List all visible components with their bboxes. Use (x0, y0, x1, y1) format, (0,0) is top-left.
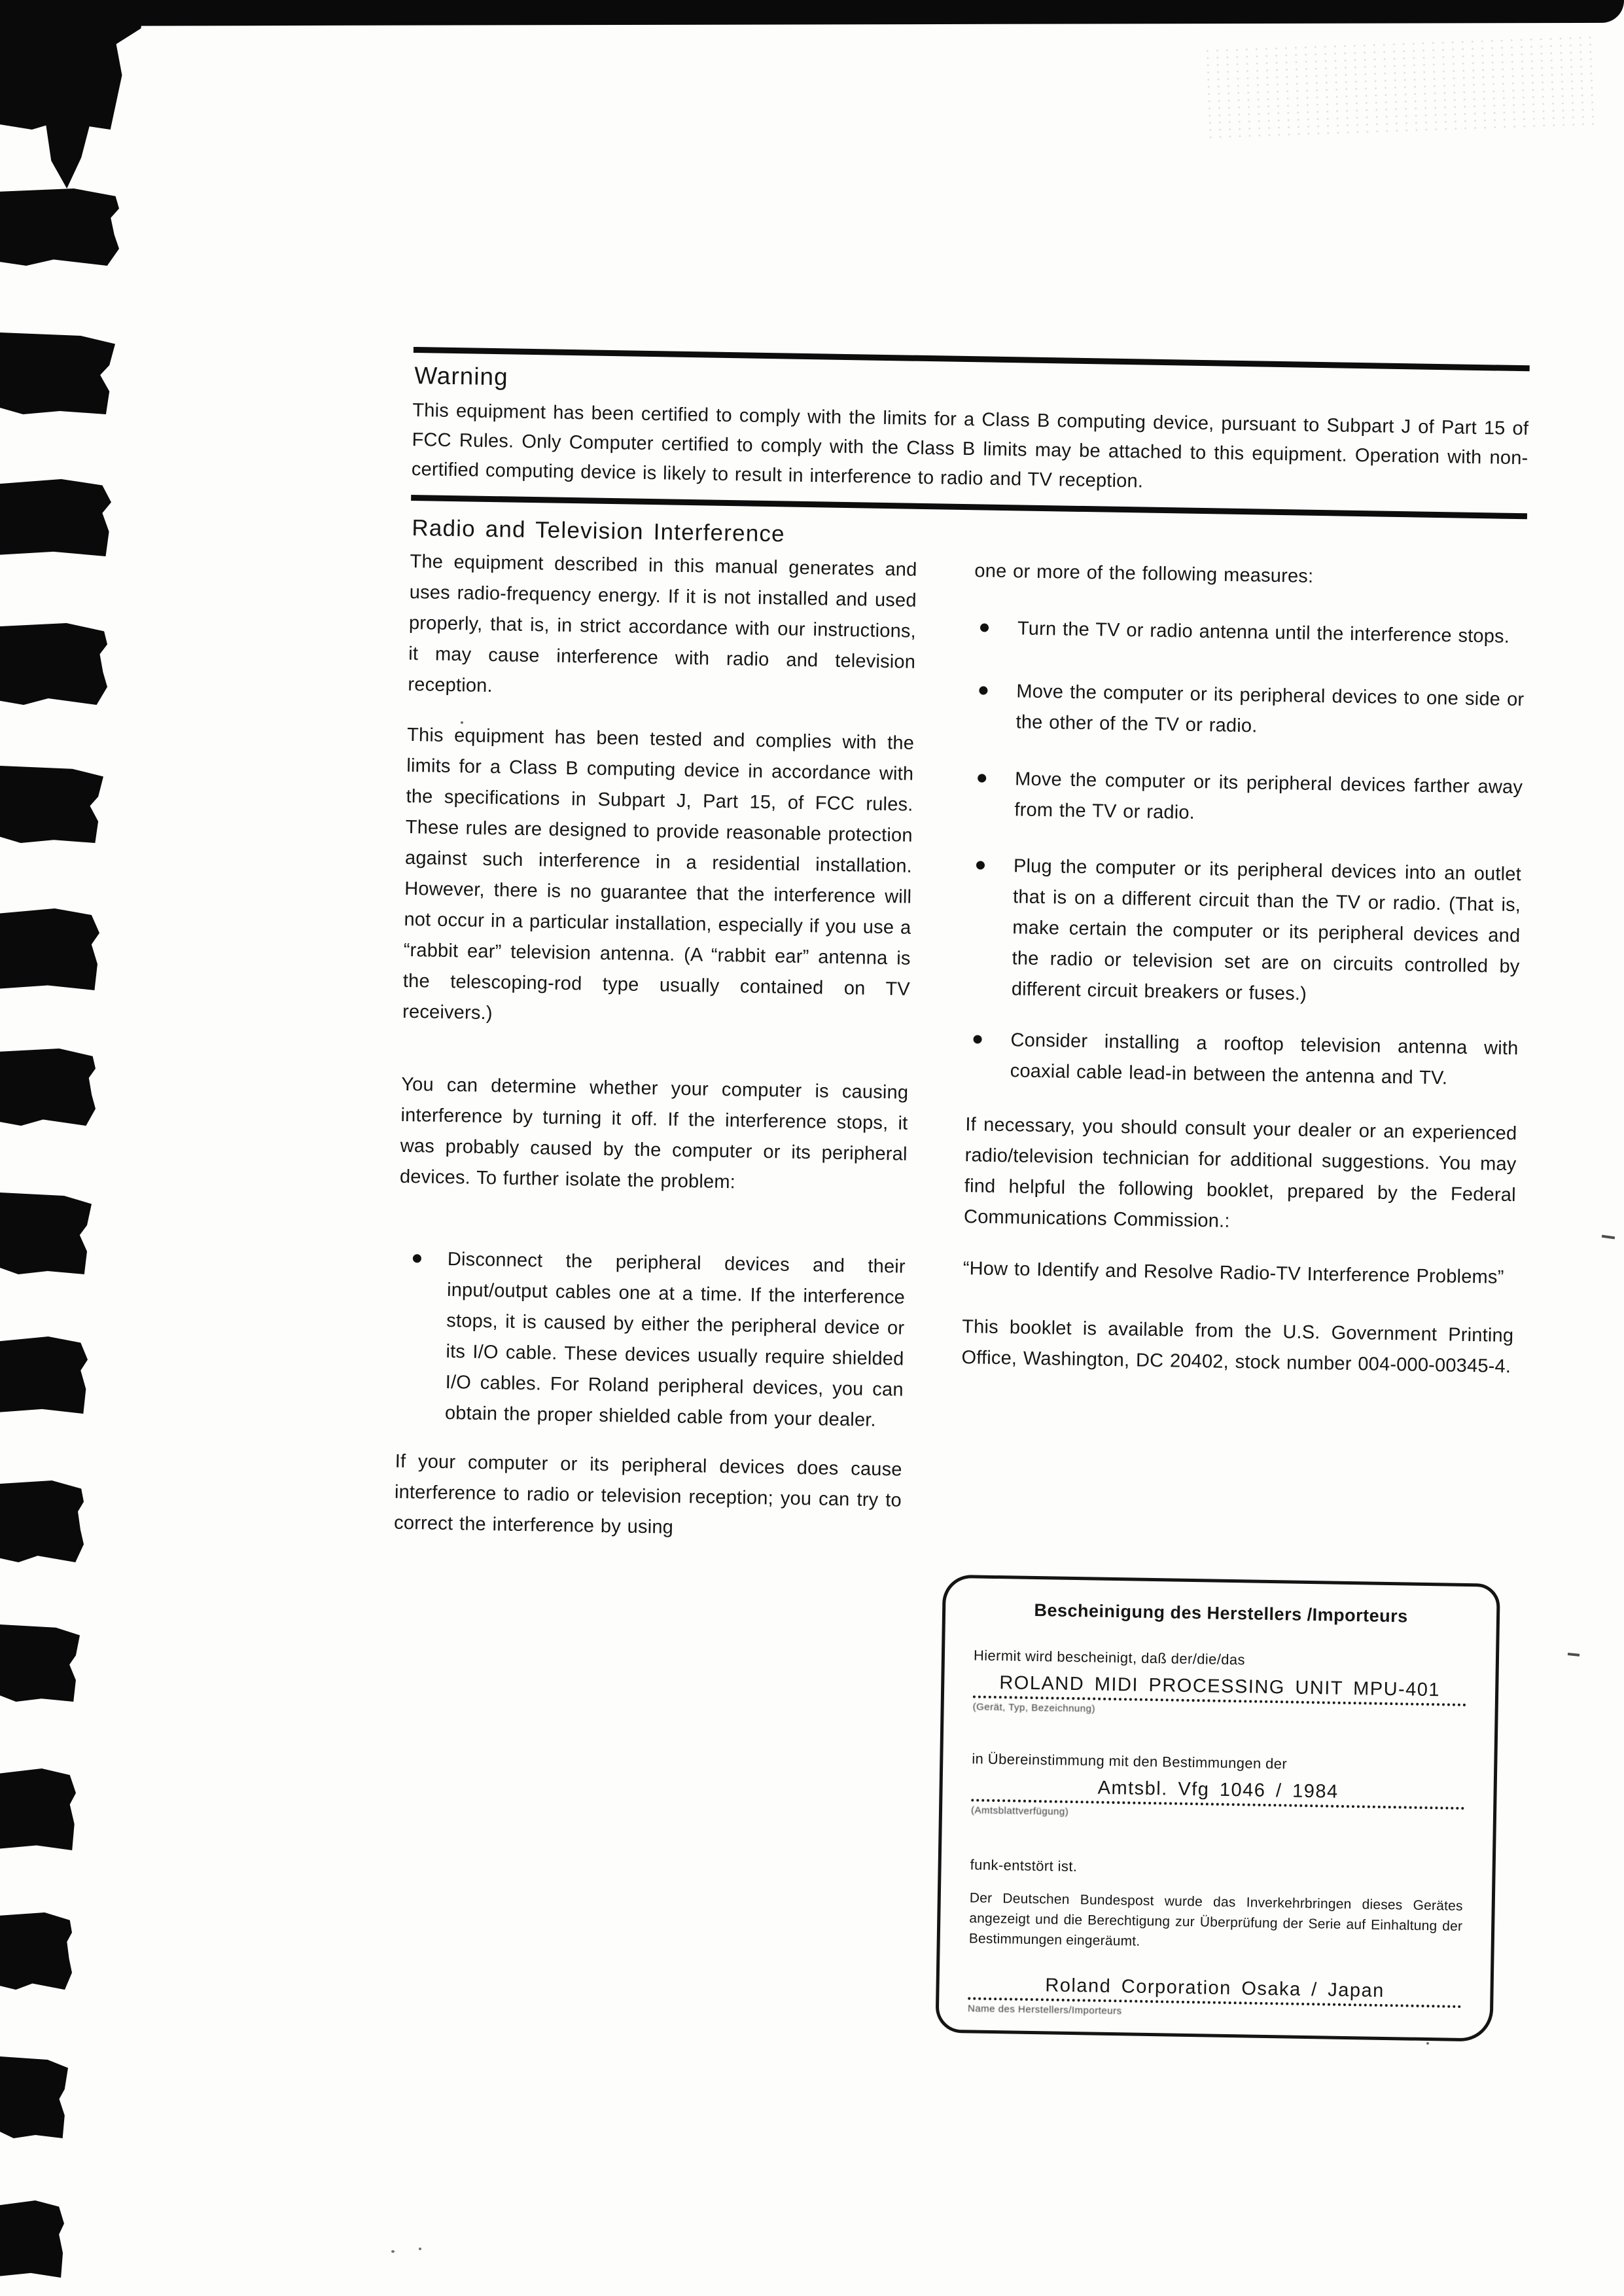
certificate-line: funk-entstört ist. (970, 1856, 1078, 1875)
right-column (959, 556, 1527, 1557)
warning-body: This equipment has been certified to comply with the limits for a Class B computing device, pursuant to Subpart J of Part 15 of FCC Rules. Only Computer certified to comply with the Class B limits may be attached to this equipment. Operation with non-certified computing device is likely to result in interference to radio and TV reception. (411, 399, 1529, 492)
bullet-text: Consider installing a rooftop television antenna with coaxial cable lead-in between the antenna and TV. (1010, 1030, 1519, 1089)
warning-heading: Warning (414, 362, 509, 391)
noise-speck (419, 2248, 421, 2250)
certificate-title: Bescheinigung des Herstellers /Importeurs (1034, 1600, 1408, 1626)
bullet-text: Disconnect the peripheral devices and their input/output cables one at a time. If the interference stops, it is caused by either the peripheral device or its I/O cable. These devices usually require shielded I/O cables. For Roland peripheral devices, you can obtain the proper shielded cable from your dealer. (444, 1249, 906, 1431)
scan-edge-bar (0, 0, 1624, 26)
two-column-layout (394, 547, 1527, 1557)
paragraph: This booklet is available from the U.S. Government Printing Office, Washington, DC 20402, stock number 004-000-00345-4. (961, 1316, 1514, 1378)
scan-noise-patch (1203, 34, 1598, 139)
bullet-item (972, 675, 1524, 746)
certificate-product: ROLAND MIDI PROCESSING UNIT MPU-401 (999, 1672, 1441, 1701)
binding-hole (0, 1768, 76, 1850)
certificate-box (935, 1575, 1500, 2042)
bullet-text: Turn the TV or radio antenna until the interference stops. (1017, 618, 1510, 647)
bullet-text: Move the computer or its peripheral devices farther away from the TV or radio. (1014, 768, 1523, 823)
binding-hole (0, 188, 119, 266)
binding-hole (0, 332, 115, 414)
paragraph: If necessary, you should consult your dealer or an experienced radio/television technician for additional suggestions. You may find helpful the following booklet, prepared by the Federal Communications Commission.: (963, 1114, 1517, 1232)
binding-hole (0, 1624, 80, 1702)
bullet-dot (973, 1035, 981, 1043)
certificate-caption: Name des Herstellers/Importeurs (967, 2003, 1122, 2017)
certificate-regulation: Amtsbl. Vfg 1046 / 1984 (1097, 1777, 1339, 1803)
binding-hole (0, 2200, 64, 2278)
binding-hole (0, 1193, 92, 1274)
bullet-item (970, 763, 1523, 834)
scan-dash-mark (1602, 1235, 1615, 1240)
certificate-body: Der Deutschen Bundespost wurde das Inverkehrbringen dieses Gerätes angezeigt und die Berechtigung zur Überprüfung der Serie auf Einhaltung der Bestimmungen eingeräumt. (968, 1890, 1463, 1949)
certificate-line: in Übereinstimmung mit den Bestimmungen der (972, 1750, 1288, 1772)
scan-dash-mark (1568, 1653, 1580, 1657)
bullet-dot (413, 1254, 421, 1263)
section-heading: Radio and Television Interference (412, 514, 786, 547)
binding-hole (0, 623, 107, 705)
bullet-text: Plug the computer or its peripheral devices into an outlet that is on a different circuit than the TV or radio. (That is, make certain the computer or its peripheral devices and the radio or television set are on circuits controlled by different circuit breakers or fuses.) (1011, 855, 1522, 1005)
paragraph: The equipment described in this manual generates and uses radio-frequency energy. If it is not installed and used properly, that is, in strict accordance with our instructions, it may cause interference with radio and television reception. (408, 550, 917, 697)
certificate-company: Roland Corporation Osaka / Japan (1045, 1975, 1385, 2001)
bullet-text: Move the computer or its peripheral devices to one side or the other of the TV or radio. (1015, 681, 1525, 737)
paragraph: If your computer or its peripheral devices does cause interference to radio or television reception; you can try to correct the interference by using (393, 1450, 902, 1538)
bullet-item (966, 1024, 1518, 1095)
noise-speck (391, 2250, 395, 2253)
binding-hole (0, 1480, 84, 1562)
certificate-caption: (Amtsblattverfügung) (970, 1804, 1069, 1818)
binding-hole (0, 1912, 72, 1990)
paragraph: one or more of the following measures: (974, 560, 1314, 587)
binding-hole (0, 908, 99, 990)
left-column (394, 547, 917, 1547)
certificate-caption: (Gerät, Typ, Bezeichnung) (972, 1701, 1096, 1715)
bullet-dot (978, 774, 986, 782)
document-content (386, 347, 1530, 2042)
binding-hole (0, 479, 111, 556)
bullet-item (967, 850, 1521, 1013)
paragraph: You can determine whether your computer is causing interference by turning it off. If the interference stops, it was probably caused by the computer or its peripheral devices. To further isolate the problem: (399, 1073, 909, 1193)
binding-hole (0, 766, 103, 843)
binding-holes (0, 0, 157, 2296)
bullet-dot (976, 861, 985, 869)
bullet-item (396, 1244, 906, 1437)
paragraph: “How to Identify and Resolve Radio-TV Interference Problems” (962, 1258, 1504, 1288)
binding-hole (0, 1049, 96, 1126)
bullet-dot (980, 623, 989, 632)
bullet-item (974, 613, 1526, 653)
binding-hole (0, 2056, 68, 2138)
paragraph: This equipment has been tested and complies with the limits for a Class B computing device in accordance with the specifications in Subpart J, Part 15, of FCC rules. These rules are designed to provide reasonable protection against such interference in a residential installation. However, there is no guarantee that the interference will not occur in a particular installation, especially if you use a “rabbit ear” television antenna. (A “rabbit ear” antenna is the telescoping-rod type usually contained on TV receivers.) (402, 724, 915, 1024)
binding-hole (0, 1336, 88, 1414)
bullet-dot (979, 686, 987, 694)
certificate-line: Hiermit wird bescheinigt, daß der/die/das (973, 1647, 1246, 1668)
noise-speck (1426, 2042, 1429, 2045)
